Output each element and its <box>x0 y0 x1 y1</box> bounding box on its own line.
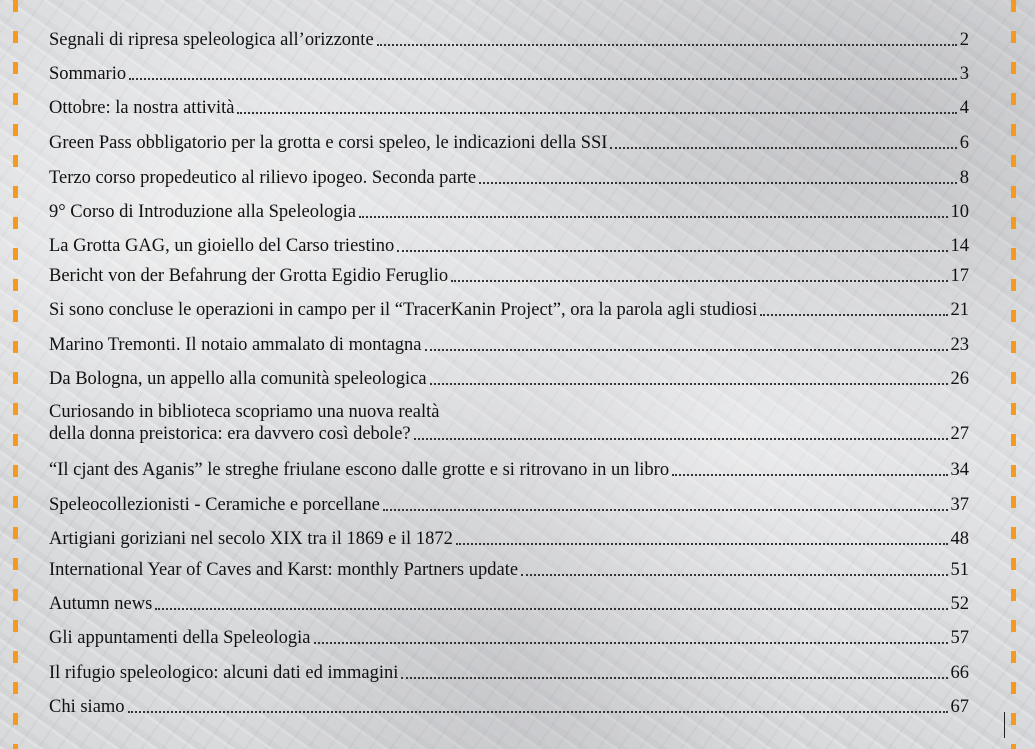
toc-entry-title: Bericht von der Befahrung der Grotta Egidio Feruglio <box>49 266 449 286</box>
toc-entry[interactable] <box>49 265 969 287</box>
dot-leader <box>521 574 947 576</box>
toc-entry-title: Artigiani goriziani nel secolo XIX tra il 1869 e il 1872 <box>49 529 453 549</box>
dot-leader <box>430 383 948 385</box>
toc-entry-page: 37 <box>950 495 969 515</box>
decorative-right-border <box>1011 0 1016 749</box>
dot-leader <box>760 314 947 316</box>
toc-entry[interactable] <box>49 97 969 119</box>
dot-leader <box>383 509 948 511</box>
toc-entry-page: 4 <box>959 98 969 118</box>
toc-entry-title: “Il cjant des Aganis” le streghe friulane escono dalle grotte e si ritrovano in un libro <box>49 460 670 480</box>
toc-entry-title: Green Pass obbligatorio per la grotta e corsi speleo, le indicazioni della SSI <box>49 133 608 153</box>
dot-leader <box>129 78 957 80</box>
toc-entry-title: International Year of Caves and Karst: monthly Partners update <box>49 560 519 580</box>
dot-leader <box>414 438 948 440</box>
toc-entry-page: 6 <box>959 133 969 153</box>
toc-entry[interactable] <box>49 627 969 649</box>
toc-entry-title: Da Bologna, un appello alla comunità speleologica <box>49 369 427 389</box>
toc-entry-page: 52 <box>950 594 969 614</box>
toc-entry-title: Gli appuntamenti della Speleologia <box>49 628 311 648</box>
toc-entry-page: 3 <box>959 64 969 84</box>
toc-entry-page: 17 <box>950 266 969 286</box>
dot-leader <box>456 543 948 545</box>
dot-leader <box>451 280 947 282</box>
toc-entry-title: Il rifugio speleologico: alcuni dati ed immagini <box>49 663 399 683</box>
toc-entry-title: della donna preistorica: era davvero così debole? <box>49 424 411 444</box>
toc-entry-page: 51 <box>950 560 969 580</box>
toc-entry-title: Ottobre: la nostra attività <box>49 98 235 118</box>
toc-entry-title: Marino Tremonti. Il notaio ammalato di montagna <box>49 335 422 355</box>
toc-entry-title: Speleocollezionisti - Ceramiche e porcellane <box>49 495 380 515</box>
toc-entry-page: 2 <box>959 30 969 50</box>
toc-entry-page: 48 <box>950 529 969 549</box>
decorative-left-border <box>13 0 18 749</box>
toc-entry[interactable] <box>49 29 969 51</box>
toc-entry[interactable] <box>49 662 969 684</box>
dot-leader <box>610 147 956 149</box>
toc-entry-page: 14 <box>950 236 969 256</box>
dot-leader <box>237 112 956 114</box>
toc-entry[interactable] <box>49 494 969 516</box>
dot-leader <box>155 608 947 610</box>
dot-leader <box>479 182 957 184</box>
toc-entry[interactable] <box>49 63 969 85</box>
toc-entry[interactable] <box>49 368 969 390</box>
toc-entry-page: 57 <box>950 628 969 648</box>
dot-leader <box>401 677 947 679</box>
toc-entry-title: La Grotta GAG, un gioiello del Carso triestino <box>49 236 395 256</box>
text-cursor <box>1004 712 1005 738</box>
dot-leader <box>397 250 947 252</box>
dot-leader <box>128 711 948 713</box>
toc-entry-title-line1: Curiosando in biblioteca scopriamo una nuova realtà <box>49 402 440 422</box>
toc-entry[interactable] <box>49 459 969 481</box>
dot-leader <box>672 474 947 476</box>
toc-entry[interactable] <box>49 559 969 581</box>
toc-entry[interactable] <box>49 167 969 189</box>
toc-entry[interactable] <box>49 401 969 445</box>
dot-leader <box>377 44 957 46</box>
toc-entry-title: Chi siamo <box>49 697 125 717</box>
dot-leader <box>359 216 948 218</box>
toc-entry-title: Si sono concluse le operazioni in campo per il “TracerKanin Project”, ora la parola agli studiosi <box>49 300 758 320</box>
toc-entry[interactable] <box>49 528 969 550</box>
toc-entry-page: 66 <box>950 663 969 683</box>
toc-entry-page: 26 <box>950 369 969 389</box>
toc-entry[interactable] <box>49 132 969 154</box>
dot-leader <box>314 642 948 644</box>
toc-entry-page: 67 <box>950 697 969 717</box>
toc-entry-title: Terzo corso propedeutico al rilievo ipogeo. Seconda parte <box>49 168 477 188</box>
toc-entry[interactable] <box>49 334 969 356</box>
toc-entry-title: Sommario <box>49 64 127 84</box>
toc-entry-page: 34 <box>950 460 969 480</box>
toc-entry-title: Segnali di ripresa speleologica all’orizzonte <box>49 30 374 50</box>
dot-leader <box>425 349 948 351</box>
toc-entry-title: 9° Corso di Introduzione alla Speleologia <box>49 202 356 222</box>
toc-entry[interactable] <box>49 235 969 257</box>
toc-entry-page: 21 <box>950 300 969 320</box>
toc-entry[interactable] <box>49 593 969 615</box>
toc-entry-page: 27 <box>950 424 969 444</box>
toc-entry-title: Autumn news <box>49 594 153 614</box>
toc-entry[interactable] <box>49 201 969 223</box>
toc-entry[interactable] <box>49 696 969 718</box>
toc-entry-page: 10 <box>950 202 969 222</box>
toc-entry-page: 23 <box>950 335 969 355</box>
toc-entry-page: 8 <box>959 168 969 188</box>
toc-entry[interactable] <box>49 299 969 321</box>
